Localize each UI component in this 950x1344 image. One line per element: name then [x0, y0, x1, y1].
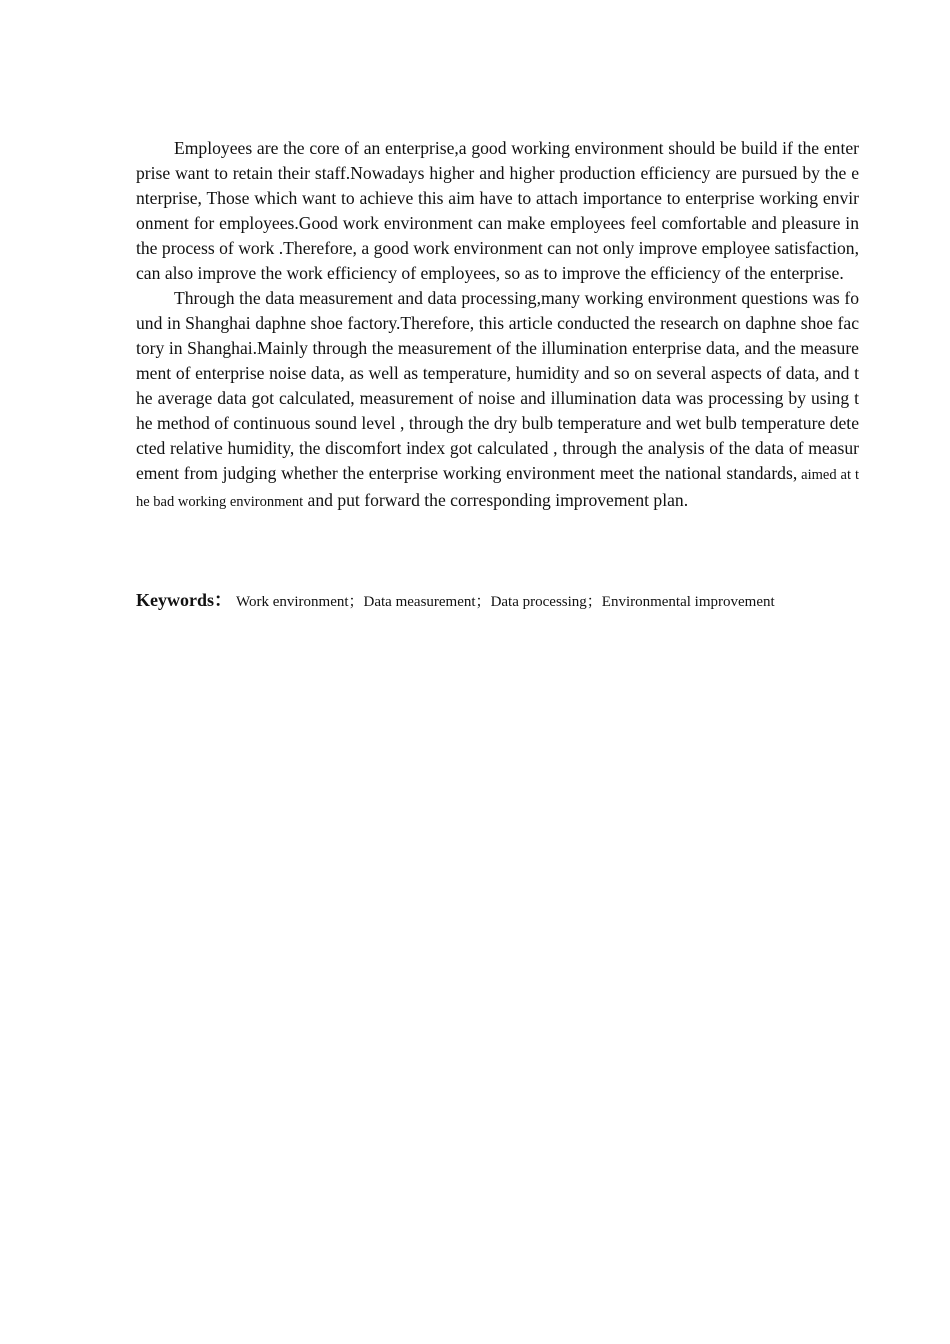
keyword-item: Environmental improvement: [601, 594, 775, 610]
abstract-paragraph-2-small: aimed at the bad working environment: [136, 467, 859, 510]
keywords-line: [136, 586, 896, 612]
abstract-paragraph-1: Employees are the core of an enterprise,a good working environment should be build if the enterprise want to retain their staff.Nowadays higher and higher production efficiency are pursued by the enterprise, Those which want to achieve this aim have to attach importance to enterprise working environment for employees.Good work environment can make employees feel comfortable and pleasure in the process of work .Therefore, a good work environment can not only improve employee satisfaction, can also improve the work efficiency of employees, so as to improve the efficiency of the enterprise.: [136, 138, 859, 283]
keywords-label: Keywords：: [136, 590, 232, 610]
abstract-paragraph-2-end: and put forward the corresponding improvement plan.: [303, 490, 689, 510]
abstract-body: [136, 136, 859, 515]
keyword-item: Work environment；: [236, 594, 364, 610]
keyword-item: Data processing；: [490, 594, 602, 610]
keyword-item: Data measurement；: [363, 594, 491, 610]
abstract-paragraph-2-main: Through the data measurement and data processing,many working environment questions was found in Shanghai daphne shoe factory.Therefore, this article conducted the research on daphne shoe factory in Shanghai.Mainly through the measurement of the illumination enterprise data, and the measurement of enterprise noise data, as well as temperature, humidity and so on several aspects of data, and the average data got calculated, measurement of noise and illumination data was processing by using the method of continuous sound level , through the dry bulb temperature and wet bulb temperature detected relative humidity, the discomfort index got calculated , through the analysis of the data of measurement from judging whether the enterprise working environment meet the national standards,: [136, 288, 859, 483]
abstract-paragraph-2: [136, 286, 859, 515]
